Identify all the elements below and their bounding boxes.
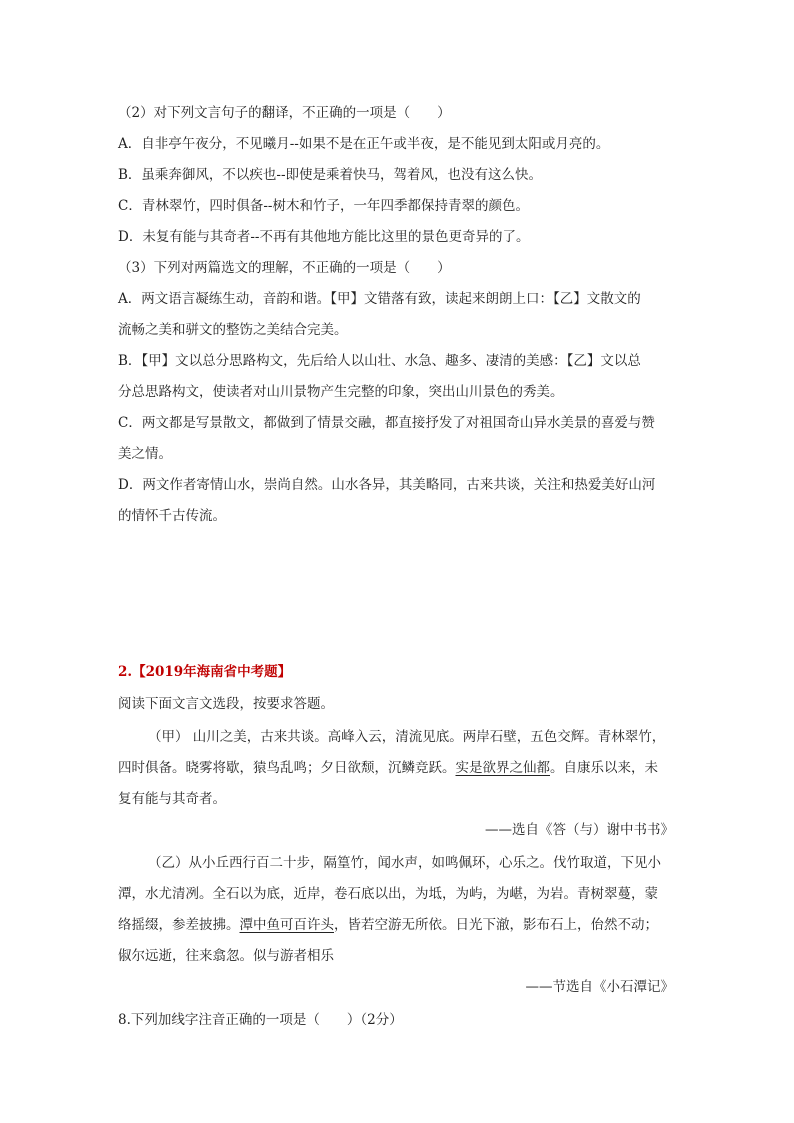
q3-option-a-line1: A．两文语言凝练生动，音韵和谐。【甲】文错落有致，读起来朗朗上口：【乙】文散文的 <box>118 291 641 307</box>
passage-jia-text: 四时俱备。晓雾将歇，猿鸟乱鸣；夕日欲颓，沉鳞竞跃。 <box>118 760 456 776</box>
q2-option-c: C．青林翠竹，四时俱备--树木和竹子，一年四季都保持青翠的颜色。 <box>118 198 529 214</box>
underlined-sentence-jia: 实是欲界之仙都 <box>455 760 550 776</box>
q2-stem: （2）对下列文言句子的翻译，不正确的一项是（ ） <box>118 105 451 121</box>
passage-yi-line4: 俶尔远逝，往来翕忽。似与游者相乐 <box>118 948 334 964</box>
section-heading: 2.【2019年海南省中考题】 <box>118 664 292 680</box>
q3-option-b-line1: B．【甲】文以总分思路构文，先后给人以山壮、水急、趣多、凄清的美感：【乙】文以总 <box>118 353 641 369</box>
q3-option-c-line2: 美之情。 <box>118 446 172 462</box>
passage-yi-text: 络摇缀，参差披拂。 <box>118 917 240 933</box>
q3-option-d-line1: D．两文作者寄情山水，崇尚自然。山水各异，其美略同，古来共谈，关注和热爱美好山河 <box>118 477 656 493</box>
question-8: 8.下列加线字注音正确的一项是（ ）（2分） <box>118 1012 403 1028</box>
passage-jia-line2 <box>118 758 658 778</box>
q3-stem: （3）下列对两篇选文的理解，不正确的一项是（ ） <box>118 260 451 276</box>
q3-option-b-line2: 分总思路构文，使读者对山川景物产生完整的印象，突出山川景色的秀美。 <box>118 384 564 400</box>
passage-jia-text: 。自康乐以来，未 <box>550 760 658 776</box>
q2-option-b: B．虽乘奔御风，不以疾也--即使是乘着快马，驾着风，也没有这么快。 <box>118 167 543 183</box>
q3-option-c-line1: C．两文都是写景散文，都做到了情景交融，都直接抒发了对祖国奇山异水美景的喜爱与赞 <box>118 415 655 431</box>
passage-yi-line1: （乙）从小丘西行百二十步，隔篁竹，闻水声，如鸣佩环，心乐之。伐竹取道，下见小 <box>148 855 661 871</box>
passage-yi-line3 <box>118 915 658 935</box>
passage-jia-line1: （甲） 山川之美，古来共谈。高峰入云，清流见底。两岸石壁，五色交辉。青林翠竹， <box>148 729 666 745</box>
passage-yi-text: ，皆若空游无所依。日光下澈，影布石上，佁然不动； <box>334 917 658 933</box>
instruction: 阅读下面文言文选段，按要求答题。 <box>118 696 334 712</box>
source-yi: ——节选自《小石潭记》 <box>525 979 674 995</box>
underlined-sentence-yi: 潭中鱼可百许头 <box>239 917 334 933</box>
passage-jia-line3: 复有能与其奇者。 <box>118 791 226 807</box>
source-jia: ——选自《答（与）谢中书书》 <box>485 822 674 838</box>
q3-option-d-line2: 的情怀千古传流。 <box>118 508 226 524</box>
q3-option-a-line2: 流畅之美和骈文的整饬之美结合完美。 <box>118 322 348 338</box>
q2-option-d: D．未复有能与其奇者--不再有其他地方能比这里的景色更奇异的了。 <box>118 229 530 245</box>
passage-yi-line2: 潭，水尤清冽。全石以为底，近岸，卷石底以出，为坻，为屿，为嵁，为岩。青树翠蔓，蒙 <box>118 886 658 902</box>
q2-option-a: A．自非亭午夜分，不见曦月--如果不是在正午或半夜，是不能见到太阳或月亮的。 <box>118 136 610 152</box>
